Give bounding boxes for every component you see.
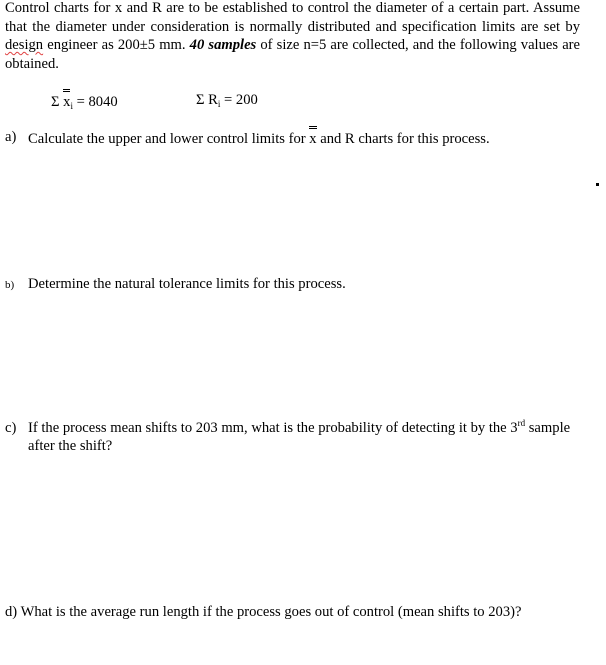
question-c-text-1: If the process mean shifts to 203 mm, what is the probability of detecting it by the 3	[28, 420, 518, 436]
design-word: design	[5, 37, 44, 53]
question-a-text-1: Calculate the upper and lower control limits for	[28, 131, 310, 147]
question-c	[5, 419, 583, 455]
question-c-label: c)	[5, 420, 17, 436]
question-b-label: b)	[5, 279, 15, 291]
question-a-label: a)	[5, 129, 17, 145]
intro-text-4: of size n=5 are collected, and the following values are obtained.	[5, 37, 581, 72]
subscript-i: i	[217, 99, 221, 109]
question-a	[5, 128, 490, 148]
sum-x-value: = 8040	[72, 94, 118, 110]
sigma-symbol: Σ	[51, 94, 60, 110]
intro-text-3: engineer as 200±5 mm.	[43, 37, 190, 53]
sum-r-value: = 200	[220, 92, 258, 108]
x-double-bar-symbol: x	[63, 91, 70, 111]
x-double-bar-symbol: x	[309, 128, 316, 148]
r-symbol: R	[204, 92, 218, 108]
question-d-text: What is the average run length if the process goes out of control (mean shifts to 203)?	[20, 604, 522, 620]
question-d	[5, 603, 521, 621]
sum-x-double-bar	[51, 91, 118, 115]
question-b-text: Determine the natural tolerance limits for this process.	[28, 276, 346, 292]
question-a-text-2: and R charts for this process.	[316, 131, 490, 147]
stray-mark	[596, 183, 599, 186]
problem-statement	[5, 0, 580, 73]
question-b	[5, 275, 346, 294]
samples-emphasis: 40 samples	[189, 37, 257, 53]
sum-r	[196, 91, 258, 113]
subscript-i: i	[70, 101, 73, 111]
x-bar-symbol: $\overline{x}$	[114, 0, 123, 16]
intro-text-1: Control charts for	[5, 0, 115, 16]
question-d-label: d)	[5, 604, 18, 620]
question-c-text-2: sample after the shift?	[28, 420, 571, 454]
superscript-rd: rd	[517, 418, 526, 428]
intro-text-2: and R are to be established to control the diameter of a certain part. Assume that the diameter under consideration is normally distributed and specification limits are set by	[5, 0, 580, 35]
sigma-symbol: Σ	[196, 92, 205, 108]
